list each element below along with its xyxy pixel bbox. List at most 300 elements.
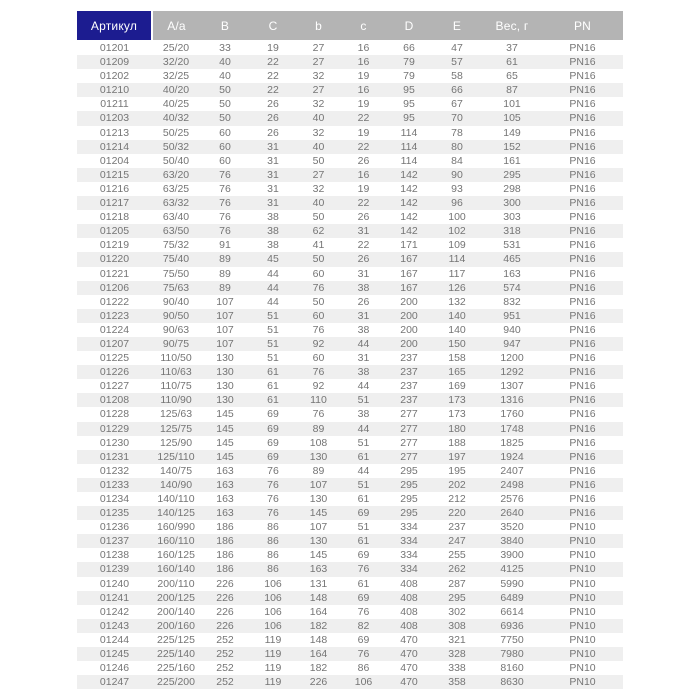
table-cell-b-upper: 89: [219, 281, 231, 294]
table-cell-e: 66: [451, 84, 463, 97]
table-cell-weight: 3840: [500, 535, 524, 548]
table-cell-pn: PN16: [569, 112, 596, 125]
table-cell-a-a: 50/40: [162, 154, 190, 167]
table-cell-article: 01241: [99, 591, 130, 604]
table-cell-a-a: 75/63: [162, 281, 190, 294]
table-row: [77, 633, 623, 647]
table-cell-e: 80: [451, 140, 463, 153]
table-header-row: [77, 11, 623, 41]
table-cell-c-upper: 38: [267, 225, 279, 238]
table-cell-pn: PN16: [569, 422, 596, 435]
table-cell-b-lower: 130: [309, 535, 328, 548]
table-cell-d: 200: [400, 295, 418, 308]
table-cell-c-upper: 119: [264, 676, 282, 689]
table-cell-weight: 1924: [500, 450, 524, 463]
table-cell-article: 01222: [99, 295, 130, 308]
table-cell-weight: 295: [503, 168, 521, 181]
table-cell-a-a: 200/160: [157, 619, 195, 632]
table-cell-c-upper: 19: [267, 42, 279, 54]
table-cell-d: 334: [400, 521, 418, 534]
table-cell-a-a: 125/90: [159, 436, 193, 449]
table-cell-c-upper: 69: [267, 408, 279, 421]
table-cell-b-lower: 148: [309, 633, 328, 646]
table-cell-d: 79: [403, 56, 415, 69]
table-cell-pn: PN16: [569, 352, 596, 365]
table-cell-d: 470: [400, 648, 418, 661]
table-cell-a-a: 200/110: [157, 577, 195, 590]
table-cell-article: 01226: [99, 366, 130, 379]
table-cell-c-upper: 31: [267, 140, 279, 153]
table-cell-c-lower: 51: [357, 436, 370, 449]
table-cell-c-lower: 82: [357, 619, 370, 632]
table-cell-a-a: 75/32: [162, 239, 190, 252]
table-cell-pn: PN10: [569, 577, 596, 590]
table-cell-e: 180: [448, 422, 466, 435]
table-cell-c-lower: 69: [357, 633, 370, 646]
table-cell-article: 01214: [99, 140, 130, 153]
table-cell-b-lower: 182: [309, 662, 328, 675]
table-cell-c-lower: 38: [357, 408, 370, 421]
table-cell-c-lower: 76: [357, 605, 370, 618]
table-cell-a-a: 63/25: [162, 182, 190, 195]
table-cell-c-lower: 76: [357, 648, 370, 661]
table-cell-c-upper: 69: [267, 436, 279, 449]
table-cell-b-lower: 32: [312, 126, 325, 139]
table-cell-b-upper: 145: [216, 422, 234, 435]
table-cell-article: 01232: [99, 464, 130, 477]
table-cell-a-a: 140/90: [159, 478, 193, 491]
table-cell-d: 114: [400, 126, 418, 139]
table-cell-b-lower: 41: [312, 239, 325, 252]
table-cell-b-lower: 145: [309, 507, 328, 520]
table-cell-e: 165: [448, 366, 466, 379]
table-cell-weight: 574: [503, 281, 521, 294]
table-cell-c-upper: 45: [267, 253, 279, 266]
table-row: [77, 154, 623, 168]
table-cell-article: 01227: [99, 380, 130, 393]
column-header-c-upper: C: [250, 11, 296, 41]
table-cell-article: 01236: [99, 521, 130, 534]
table-cell-c-upper: 38: [267, 211, 279, 224]
table-cell-weight: 298: [503, 182, 521, 195]
table-cell-d: 142: [400, 197, 418, 210]
table-cell-a-a: 225/200: [157, 676, 195, 689]
table-cell-a-a: 225/140: [157, 648, 195, 661]
table-row: [77, 337, 623, 351]
table-cell-weight: 303: [503, 211, 521, 224]
table-row: [77, 492, 623, 506]
table-row: [77, 591, 623, 605]
table-cell-a-a: 40/25: [162, 98, 190, 111]
table-cell-c-lower: 61: [357, 577, 370, 590]
table-cell-e: 212: [448, 493, 466, 505]
table-cell-c-lower: 26: [357, 253, 370, 266]
table-cell-weight: 947: [503, 337, 521, 350]
table-cell-e: 58: [451, 70, 463, 83]
table-cell-article: 01204: [99, 154, 130, 167]
table-cell-d: 470: [400, 662, 418, 675]
table-cell-c-lower: 19: [357, 182, 370, 195]
table-cell-b-upper: 145: [216, 450, 234, 463]
table-cell-b-lower: 27: [312, 42, 325, 54]
table-row: [77, 365, 623, 379]
table-cell-e: 321: [448, 633, 466, 646]
table-cell-b-lower: 163: [309, 563, 328, 576]
table-cell-e: 295: [448, 591, 466, 604]
table-cell-b-upper: 186: [216, 549, 234, 562]
table-cell-article: 01234: [99, 493, 130, 505]
table-cell-c-upper: 31: [267, 197, 279, 210]
table-cell-c-lower: 61: [357, 493, 370, 505]
table-cell-article: 01231: [99, 450, 130, 463]
table-cell-c-upper: 106: [264, 605, 282, 618]
table-cell-article: 01209: [99, 56, 130, 69]
table-cell-pn: PN16: [569, 267, 596, 280]
table-cell-e: 150: [448, 337, 466, 350]
table-cell-e: 169: [448, 380, 466, 393]
table-cell-article: 01219: [99, 239, 130, 252]
table-cell-c-lower: 44: [357, 380, 370, 393]
table-row: [77, 309, 623, 323]
table-cell-a-a: 63/40: [162, 211, 190, 224]
table-cell-article: 01206: [99, 281, 130, 294]
table-cell-c-lower: 38: [357, 281, 370, 294]
table-cell-a-a: 160/140: [157, 563, 195, 576]
table-cell-d: 295: [400, 478, 418, 491]
table-cell-pn: PN10: [569, 591, 596, 604]
table-row: [77, 436, 623, 450]
table-cell-weight: 2640: [500, 507, 524, 520]
table-cell-pn: PN16: [569, 84, 596, 97]
table-cell-pn: PN10: [569, 563, 596, 576]
table-cell-article: 01237: [99, 535, 130, 548]
table-cell-weight: 940: [503, 323, 521, 336]
table-cell-weight: 101: [503, 98, 521, 111]
table-cell-d: 237: [400, 366, 418, 379]
table-cell-b-upper: 163: [216, 464, 234, 477]
table-cell-a-a: 110/63: [160, 366, 192, 379]
table-cell-e: 90: [451, 168, 463, 181]
table-cell-pn: PN16: [569, 337, 596, 350]
table-cell-pn: PN16: [569, 211, 596, 224]
table-row: [77, 407, 623, 421]
table-cell-article: 01239: [99, 563, 130, 576]
table-cell-pn: PN16: [569, 436, 596, 449]
table-cell-article: 01245: [99, 648, 130, 661]
table-cell-b-lower: 32: [312, 98, 325, 111]
table-cell-b-lower: 40: [312, 140, 325, 153]
table-row: [77, 351, 623, 365]
table-cell-b-lower: 107: [309, 521, 328, 534]
table-cell-e: 328: [448, 648, 466, 661]
table-cell-c-lower: 16: [357, 84, 370, 97]
table-cell-a-a: 32/20: [162, 56, 190, 69]
table-cell-b-upper: 91: [219, 239, 231, 252]
table-cell-b-lower: 60: [312, 267, 325, 280]
table-cell-c-lower: 61: [357, 535, 370, 548]
table-cell-b-upper: 226: [216, 605, 234, 618]
table-cell-e: 262: [448, 563, 466, 576]
table-cell-article: 01218: [99, 211, 130, 224]
column-header-b-lower: b: [296, 11, 341, 41]
table-cell-c-upper: 86: [267, 535, 279, 548]
table-cell-e: 67: [451, 98, 463, 111]
table-cell-b-lower: 226: [309, 676, 328, 689]
table-row: [77, 464, 623, 478]
table-row: [77, 661, 623, 675]
table-cell-b-upper: 76: [219, 197, 231, 210]
table-cell-article: 01216: [99, 182, 130, 195]
table-cell-c-upper: 119: [264, 648, 282, 661]
table-cell-d: 295: [400, 493, 418, 505]
table-cell-c-upper: 38: [267, 239, 279, 252]
table-cell-b-upper: 130: [216, 394, 234, 407]
column-header-c-lower: c: [341, 11, 386, 41]
dimensions-spec-table: [77, 11, 623, 689]
table-cell-b-lower: 27: [312, 168, 325, 181]
table-cell-c-upper: 26: [267, 126, 279, 139]
table-row: [77, 41, 623, 56]
table-cell-d: 408: [400, 605, 418, 618]
table-cell-article: 01215: [99, 168, 130, 181]
table-cell-article: 01243: [99, 619, 130, 632]
table-cell-b-upper: 252: [216, 648, 234, 661]
table-cell-b-upper: 40: [219, 70, 231, 83]
table-cell-b-upper: 40: [219, 56, 231, 69]
table-cell-e: 102: [448, 225, 466, 238]
table-cell-article: 01220: [99, 253, 130, 266]
table-cell-e: 158: [448, 352, 466, 365]
table-cell-e: 195: [448, 464, 466, 477]
table-cell-weight: 3900: [500, 549, 524, 562]
table-cell-e: 117: [448, 267, 466, 280]
table-cell-a-a: 75/50: [162, 267, 190, 280]
table-cell-b-lower: 92: [312, 337, 325, 350]
table-header: [77, 11, 623, 41]
table-cell-d: 237: [400, 380, 418, 393]
table-row: [77, 619, 623, 633]
table-cell-e: 173: [448, 408, 466, 421]
table-cell-weight: 7750: [500, 633, 524, 646]
table-cell-d: 277: [400, 450, 418, 463]
table-cell-c-lower: 19: [357, 126, 370, 139]
table-cell-e: 237: [448, 521, 466, 534]
table-cell-c-upper: 76: [267, 507, 279, 520]
table-cell-pn: PN16: [569, 225, 596, 238]
table-cell-weight: 2576: [500, 493, 524, 505]
table-cell-c-upper: 86: [267, 563, 279, 576]
table-cell-weight: 6489: [500, 591, 524, 604]
table-cell-b-lower: 131: [309, 577, 328, 590]
table-cell-b-lower: 76: [312, 281, 325, 294]
table-cell-a-a: 63/20: [162, 168, 190, 181]
table-cell-a-a: 90/50: [162, 309, 190, 322]
table-cell-article: 01230: [99, 436, 130, 449]
table-row: [77, 647, 623, 661]
table-cell-article: 01235: [99, 507, 130, 520]
table-cell-article: 01225: [99, 352, 130, 365]
table-cell-d: 334: [400, 549, 418, 562]
table-cell-e: 140: [448, 309, 466, 322]
table-cell-d: 200: [400, 323, 418, 336]
table-cell-d: 295: [400, 464, 418, 477]
table-cell-a-a: 110/75: [160, 380, 192, 393]
table-cell-c-upper: 31: [267, 154, 279, 167]
table-cell-b-lower: 89: [312, 464, 325, 477]
table-cell-d: 95: [403, 98, 415, 111]
table-cell-pn: PN16: [569, 239, 596, 252]
table-cell-a-a: 50/25: [162, 126, 190, 139]
table-cell-c-lower: 31: [357, 352, 370, 365]
table-cell-a-a: 25/20: [162, 42, 190, 54]
table-cell-c-lower: 69: [357, 591, 370, 604]
table-cell-pn: PN10: [569, 549, 596, 562]
table-cell-pn: PN16: [569, 126, 596, 139]
table-cell-weight: 4125: [500, 563, 524, 576]
table-cell-c-upper: 119: [264, 662, 282, 675]
table-cell-c-upper: 106: [264, 619, 282, 632]
table-cell-e: 220: [448, 507, 466, 520]
table-cell-b-lower: 145: [309, 549, 328, 562]
table-cell-c-lower: 106: [354, 676, 373, 689]
table-cell-article: 01244: [99, 633, 130, 646]
table-cell-b-lower: 164: [309, 605, 328, 618]
table-row: [77, 281, 623, 295]
table-cell-a-a: 90/75: [162, 337, 190, 350]
table-cell-a-a: 40/20: [162, 84, 190, 97]
table-cell-d: 408: [400, 619, 418, 632]
table-cell-e: 84: [451, 154, 463, 167]
table-cell-c-upper: 22: [267, 84, 279, 97]
table-cell-c-upper: 61: [267, 380, 279, 393]
table-cell-pn: PN16: [569, 309, 596, 322]
table-cell-e: 132: [448, 295, 466, 308]
table-cell-a-a: 125/110: [157, 450, 195, 463]
table-cell-b-lower: 27: [312, 84, 325, 97]
table-cell-e: 109: [448, 239, 466, 252]
table-cell-c-lower: 38: [357, 366, 370, 379]
table-row: [77, 548, 623, 562]
table-cell-b-lower: 130: [309, 450, 328, 463]
table-cell-a-a: 32/25: [162, 70, 190, 83]
table-cell-c-upper: 86: [267, 549, 279, 562]
table-cell-pn: PN16: [569, 408, 596, 421]
table-cell-e: 70: [451, 112, 463, 125]
table-cell-pn: PN16: [569, 42, 596, 54]
table-cell-weight: 832: [503, 295, 521, 308]
table-cell-weight: 149: [503, 126, 521, 139]
table-cell-article: 01202: [99, 70, 130, 83]
table-cell-b-lower: 50: [312, 211, 325, 224]
table-cell-article: 01246: [99, 662, 130, 675]
table-cell-c-lower: 19: [357, 98, 370, 111]
table-cell-c-lower: 22: [357, 239, 370, 252]
table-cell-article: 01208: [99, 394, 130, 407]
table-cell-c-lower: 61: [357, 450, 370, 463]
table-cell-d: 167: [400, 281, 418, 294]
table-cell-c-lower: 31: [357, 267, 370, 280]
table-cell-c-upper: 51: [267, 352, 279, 365]
table-cell-article: 01233: [99, 478, 130, 491]
table-cell-a-a: 160/125: [157, 549, 195, 562]
table-cell-article: 01240: [99, 577, 130, 590]
table-cell-b-upper: 186: [216, 563, 234, 576]
table-cell-e: 57: [451, 56, 463, 69]
table-cell-b-upper: 252: [216, 633, 234, 646]
table-cell-b-lower: 76: [312, 366, 325, 379]
table-cell-b-upper: 145: [216, 436, 234, 449]
table-cell-c-upper: 26: [267, 98, 279, 111]
table-cell-article: 01221: [99, 267, 130, 280]
table-cell-pn: PN16: [569, 493, 596, 505]
table-cell-weight: 951: [503, 309, 521, 322]
table-cell-pn: PN16: [569, 295, 596, 308]
table-cell-b-upper: 226: [216, 577, 234, 590]
table-cell-c-lower: 44: [357, 422, 370, 435]
table-cell-a-a: 125/63: [159, 408, 193, 421]
table-cell-c-upper: 44: [267, 281, 279, 294]
table-cell-article: 01217: [99, 197, 130, 210]
table-cell-pn: PN10: [569, 633, 596, 646]
table-cell-article: 01213: [99, 126, 130, 139]
table-cell-b-upper: 163: [216, 478, 234, 491]
table-cell-c-lower: 26: [357, 154, 370, 167]
table-cell-b-upper: 107: [216, 337, 234, 350]
table-row: [77, 577, 623, 591]
table-cell-pn: PN16: [569, 507, 596, 520]
table-cell-a-a: 225/125: [157, 633, 195, 646]
table-cell-b-upper: 50: [219, 98, 231, 111]
table-cell-pn: PN16: [569, 450, 596, 463]
table-body: [77, 41, 623, 690]
table-cell-b-lower: 130: [309, 493, 328, 505]
column-header-weight: Вес, г: [482, 11, 542, 41]
table-cell-pn: PN16: [569, 70, 596, 83]
table-cell-pn: PN16: [569, 140, 596, 153]
table-cell-d: 95: [403, 112, 415, 125]
table-cell-b-lower: 76: [312, 408, 325, 421]
table-cell-weight: 161: [503, 154, 521, 167]
table-cell-b-lower: 148: [309, 591, 328, 604]
table-cell-c-lower: 51: [357, 478, 370, 491]
column-header-e: E: [432, 11, 482, 41]
table-cell-article: 01224: [99, 323, 130, 336]
table-row: [77, 97, 623, 111]
table-cell-c-lower: 44: [357, 464, 370, 477]
table-cell-c-upper: 69: [267, 422, 279, 435]
table-cell-c-lower: 22: [357, 140, 370, 153]
table-cell-weight: 65: [506, 70, 518, 83]
table-cell-b-upper: 252: [216, 676, 234, 689]
table-cell-b-upper: 60: [219, 154, 231, 167]
table-cell-pn: PN16: [569, 464, 596, 477]
table-cell-e: 302: [448, 605, 466, 618]
table-row: [77, 252, 623, 266]
table-cell-e: 358: [448, 676, 466, 689]
table-cell-b-upper: 89: [219, 267, 231, 280]
table-cell-b-lower: 50: [312, 154, 325, 167]
table-row: [77, 422, 623, 436]
table-cell-e: 93: [451, 182, 463, 195]
table-row: [77, 267, 623, 281]
table-cell-b-lower: 32: [312, 70, 325, 83]
table-row: [77, 182, 623, 196]
table-row: [77, 140, 623, 154]
table-cell-pn: PN16: [569, 154, 596, 167]
table-cell-pn: PN16: [569, 478, 596, 491]
table-cell-b-upper: 226: [216, 619, 234, 632]
table-cell-pn: PN16: [569, 253, 596, 266]
